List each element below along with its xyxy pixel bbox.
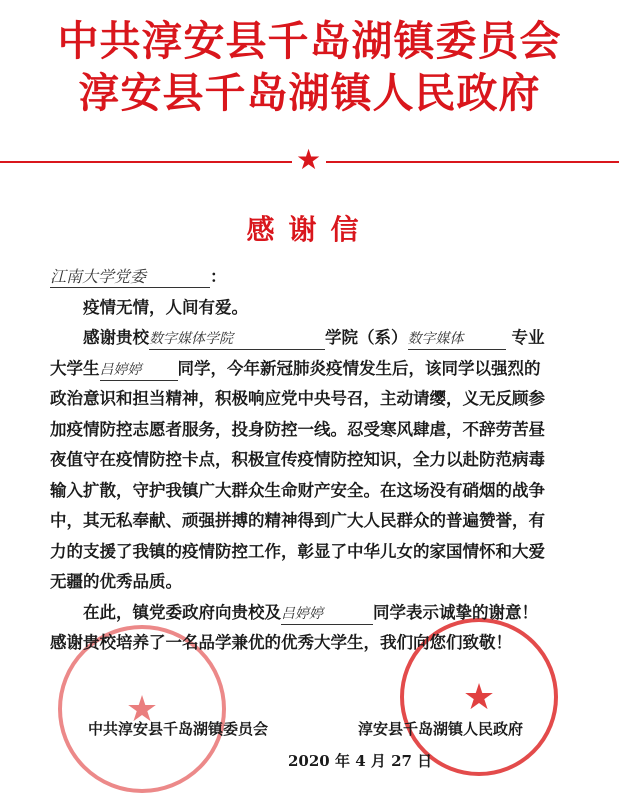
student-handwritten: 吕婷婷 [100,360,178,381]
para2-prefix: 感谢贵校 [83,328,149,347]
recipient-colon: ： [210,267,227,286]
para2-line2-suffix: 同学，今年新冠肺炎疫情发生后，该同学以强烈的 [177,358,541,378]
para1: 疫情无情，人间有爱。 [83,297,248,317]
stamp-right: ★ [400,618,558,776]
para3-prefix: 在此，镇党委政府向贵校及 [83,602,281,622]
body-line: 中，其无私奉献、顽强拼搏的精神得到广大人民群众的普遍赞誉，有 [50,511,545,530]
header-line1: 中共淳安县千岛湖镇委员会 [57,17,562,65]
para3-suffix: 同学表示诚挚的谢意！ [373,602,538,622]
signature-left: 中共淳安县千岛湖镇委员会 [88,720,269,738]
body-line: 无疆的优秀品质。 [50,572,182,591]
stamp-left: ★ [58,625,226,793]
body-line: 输入扩散，守护我镇广大群众生命财产安全。在这场没有硝烟的战争 [50,480,545,500]
letter-body [50,262,578,659]
letter-title: 感谢信 [246,213,373,246]
student-handwritten-2: 吕婷婷 [281,604,373,625]
para2-line2-prefix: 大学生 [50,358,100,378]
divider-right [326,161,619,163]
body-line: 政治意识和担当精神，积极响应党中央号召，主动请缨，义无反顾参 [50,389,545,408]
signature-right: 淳安县千岛湖镇人民政府 [358,720,524,738]
body-line: 加疫情防控志愿者服务，投身防控一线。忍受寒风肆虐，不辞劳苦昼 [50,419,545,439]
letter-date: 2020 年 4 月 27 日 [288,752,433,770]
recipient-handwritten: 江南大学党委 [50,267,210,288]
header-line2: 淳安县千岛湖镇人民政府 [78,69,541,117]
school-handwritten: 数字媒体学院 [149,329,325,350]
star-icon: ★ [296,143,322,176]
body-line: 力的支援了我镇的疫情防控工作，彰显了中华儿女的家国情怀和大爱 [50,541,545,561]
para2-mid: 学院（系） [325,328,408,347]
body-line: 夜值守在疫情防控卡点，积极宣传疫情防控知识，全力以赴防范病毒 [50,450,545,469]
divider-left [0,161,292,163]
para3-line2: 感谢贵校培养了一名品学兼优的优秀大学生，我们向您们致敬！ [50,633,512,652]
para2-suffix: 专业 [511,328,545,347]
major-handwritten: 数字媒体 [408,329,506,350]
